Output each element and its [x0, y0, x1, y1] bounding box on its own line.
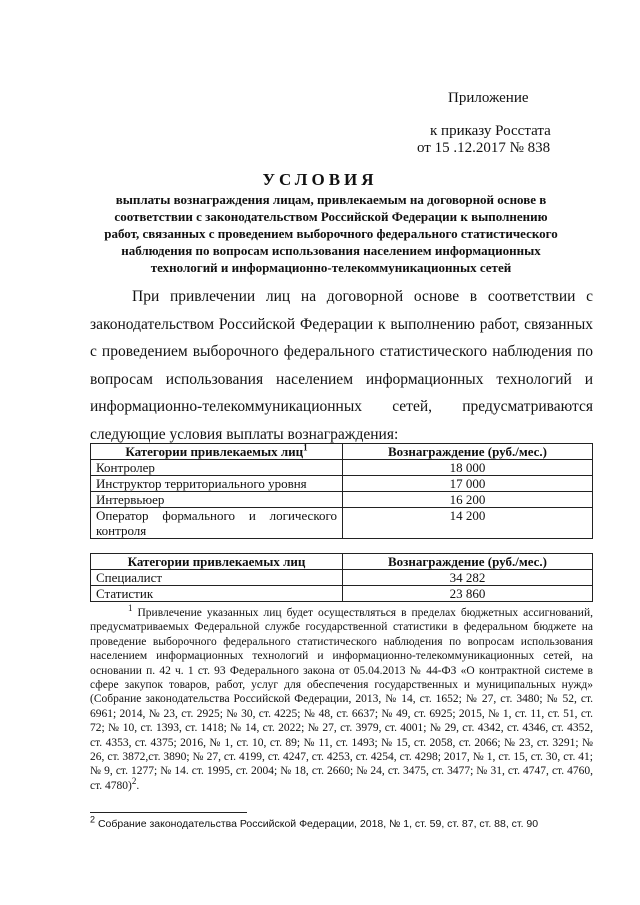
table-row — [91, 460, 593, 476]
document-title: УСЛОВИЯ — [262, 170, 378, 189]
category-cell: Инструктор территориального уровня — [91, 476, 343, 492]
column-header-category: Категории привлекаемых лиц — [91, 554, 343, 570]
category-cell — [91, 508, 343, 539]
footnote-separator — [90, 812, 247, 813]
order-date: от 15 .12.2017 № 838 — [417, 140, 551, 156]
rewards-table-1 — [90, 443, 593, 539]
category-cell: Специалист — [91, 570, 343, 586]
category-line: Оператор формального и логического — [96, 508, 337, 523]
reward-cell: 16 200 — [343, 492, 593, 508]
footnote-marker: 2 — [90, 814, 96, 825]
document-subtitle: выплаты вознаграждения лицам, привлекаемым на договорной основе в соответствии с законодательством Российской Федерации к выполнению работ, связанных с проведением выборочного федерального статистического наблюдения по вопросам использования населением информационных технологий и информационно-телекоммуникационных сетей — [104, 192, 558, 275]
reward-cell: 17 000 — [343, 476, 593, 492]
column-header-reward: Вознаграждение (руб./мес.) — [343, 444, 593, 460]
footnote-text: Привлечение указанных лиц будет осуществляться в пределах бюджетных ассигнований, предусматриваемых Федеральной службе государственной статистики в федеральном бюджете на проведение выборочного федерального статистического наблюдения по вопросам использования населением информационных технологий и информационно-телекоммуникационных сетей, на основании п. 42 ч. 1 ст. 93 Федерального закона от 05.04.2013 № 44-ФЗ «О контрактной системе в сфере закупок товаров, работ, услуг для обеспечения государственных и муниципальных нужд» (Собрание законодательства Российской Федерации, 2013, № 14, ст. 1652; № 27, ст. 3480; № 52, ст. 6961; 2014, № 23, ст. 2925; № 30, ст. 4225; № 48, ст. 6637; № 49, ст. 6925; 2015, № 1, ст. 11, ст. 51, ст. 72; № 10, ст. 1393, ст. 1418; № 14, ст. 2022; № 27, ст. 3979, ст. 4001; № 29, ст. 4342, ст. 4346, ст. 4352, ст. 4353, ст. 4375; 2016, № 1, ст. 10, ст. 89; № 11, ст. 1493; № 15, ст. 2058, ст. 2066; № 23, ст. 3291; № 26, ст. 3872,ст. 3890; № 27, ст. 4199, ст. 4247, ст. 4253, ст. 4254, ст. 4298; 2017, № 1, ст. 15, ст. 30, ст. 41; № 9, ст. 1277; № 14. ст. 1995, ст. 2004; № 18, ст. 2660; № 24, ст. 3475, ст. 3477; № 31, ст. 4747, ст. 4760, ст. 4780) — [90, 607, 593, 792]
column-header-reward: Вознаграждение (руб./мес.) — [343, 554, 593, 570]
rewards-table-2 — [90, 553, 593, 602]
footnote-ref: 1 — [303, 442, 308, 453]
footnote-text: Собрание законодательства Российской Федерации, 2018, № 1, ст. 59, ст. 87, ст. 88, ст. 90 — [97, 818, 539, 830]
table-header-row — [91, 444, 593, 460]
footnote-1 — [90, 603, 593, 793]
footnote-2 — [90, 814, 539, 831]
table-row — [91, 586, 593, 602]
reward-cell: 14 200 — [343, 508, 593, 539]
reward-cell: 18 000 — [343, 460, 593, 476]
table-row — [91, 508, 593, 539]
column-header-category: Категории привлекаемых лиц$^1$ — [91, 444, 343, 460]
category-cell: Статистик — [91, 586, 343, 602]
category-cell: Контролер — [91, 460, 343, 476]
reward-cell: 34 282 — [343, 570, 593, 586]
order-reference: к приказу Росстата — [430, 123, 551, 139]
reward-cell: 23 860 — [343, 586, 593, 602]
category-cell: Интервьюер — [91, 492, 343, 508]
footnote-marker: 1 — [128, 603, 133, 614]
body-paragraph: При привлечении лиц на договорной основе в соответствии с законодательством Российской Федерации к выполнению работ, связанных с проведением выборочного федерального статистического наблюдения по вопросам использования населением информационных технологий и информационно-телекоммуникационных сетей, предусматриваются следующие условия выплаты вознаграждения: — [90, 288, 593, 443]
annex-label: Приложение — [448, 90, 529, 106]
footnote-ref: 2 — [131, 776, 137, 787]
category-line: контроля — [96, 523, 147, 538]
table-row — [91, 492, 593, 508]
table-row — [91, 570, 593, 586]
table-row — [91, 476, 593, 492]
table-header-row — [91, 554, 593, 570]
footnote-end-punct: . — [136, 779, 140, 792]
